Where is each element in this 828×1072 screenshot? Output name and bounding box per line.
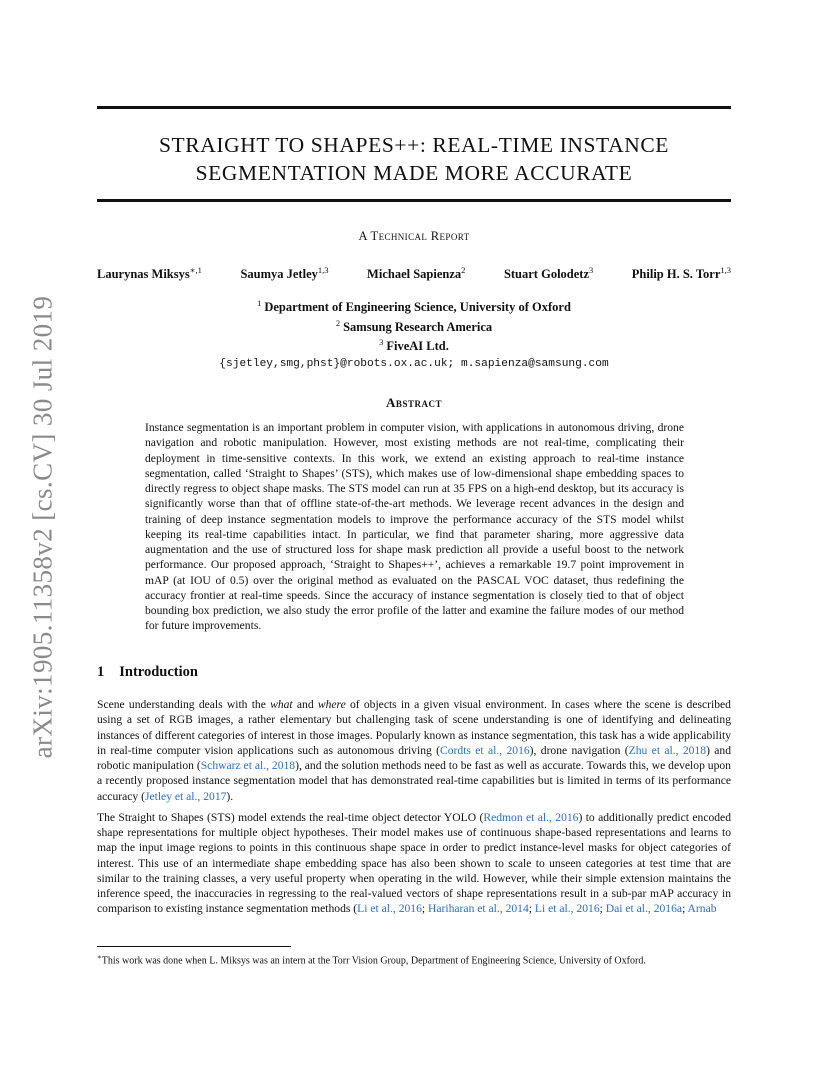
title-rule-top [97,106,731,109]
footnote-rule [97,946,291,947]
section-number: 1 [97,664,105,680]
report-type-label: A Technical Report [358,229,470,243]
author-emails: {sjetley,smg,phst}@robots.ox.ac.uk; m.sapienza@samsung.com [219,358,609,370]
author: Michael Sapienza$^2$ [367,265,466,282]
paragraph: Scene understanding deals with the what and where of objects in a given visual environment. In cases where the scene is described using a set of RGB images, a rather elementary but challenging task of scene understanding is one of identifying and delineating instances of different categories of interest in those images. Popularly known as instance segmentation, this task has a wide applicability in real-time computer vision applications such as autonomous driving (Cordts et al., 2016), drone navigation (Zhu et al., 2018) and robotic manipulation (Schwarz et al., 2018), and the solution methods need to be fast as well as accurate. Towards this, we develop upon a recently proposed instance segmentation model that has demonstrated real-time capabilities but is limited in terms of its performance accuracy (Jetley et al., 2017). [97,698,732,803]
title-rule-bottom [97,199,731,202]
abstract-text: Instance segmentation is an important problem in computer vision, with applications in autonomous driving, drone navigation and robotic manipulation. However, most existing methods are not real-time, complicating their deployment in time-sensitive contexts. In this work, we extend an existing approach to real-time instance segmentation, called ‘Straight to Shapes’ (STS), which makes use of low-dimensional shape embedding spaces to directly regress to object shape masks. The STS model can run at 35 FPS on a high-end desktop, but its accuracy is significantly worse than that of offline state-of-the-art methods. We leverage recent advances in the design and training of deep instance segmentation models to improve the performance accuracy of the STS model whilst keeping its real-time capabilities intact. In particular, we find that parameter sharing, more aggressive data augmentation and the use of structured loss for shape mask prediction all provide a useful boost to the network performance. Our proposed approach, ‘Straight to Shapes++’, achieves a remarkable 19.7 point improvement in mAP (at IOU of 0.5) over the original method as evaluated on the PASCAL VOC dataset, thus redefining the accuracy frontier at real-time speeds. Since the accuracy of instance segmentation is closely tied to that of object bounding box prediction, we also study the error profile of the latter and examine the failure modes of our method for future improvements. [145,421,684,633]
citation-link[interactable]: Zhu et al., 2018 [628,743,707,757]
citation-link[interactable]: Arnab [687,902,717,916]
title-line-1: STRAIGHT TO SHAPES++: REAL-TIME INSTANCE [159,133,669,157]
section-title: Introduction [119,664,198,680]
citation-link[interactable]: Schwarz et al., 2018 [200,759,296,772]
paragraph: The Straight to Shapes (STS) model extends the real-time object detector YOLO (Redmon et al., 2016) to additionally predict encoded shape representations for multiple object hypotheses. Their model makes use of continuous shape-based representations and learns to map the input image regions to points in this continuous shape space in order to predict instance-level masks for object categories of interest. This use of an intermediate shape embedding space has also been shown to scale to unseen categories at test time that are similar to the training classes, a very useful property when operating in the wild. However, while their simple extension maintains the inference speed, the inaccuracies in regressing to the real-valued vectors of shape representations result in a sub-par mAP accuracy in comparison to existing instance segmentation methods (Li et al., 2016; Hariharan et al., 2014; Li et al., 2016; Dai et al., 2016a; Arnab [97,810,731,916]
paper-title [97,131,731,187]
author-list [97,265,731,282]
abstract-heading: Abstract [386,395,442,410]
footnote: ∗This work was done when L. Miksys was an intern at the Torr Vision Group, Department of Engineering Science, University of Oxford. [97,953,646,967]
citation-link[interactable]: Redmon et al., 2016 [483,810,579,824]
citation-link[interactable]: Dai et al., 2016a [605,902,683,916]
citation-link[interactable]: Li et al., 2016 [534,902,600,916]
author: Laurynas Miksys$^{∗,1}$ [97,265,202,282]
citation-link[interactable]: Hariharan et al., 2014 [428,902,529,916]
citation-link[interactable]: Li et al., 2016 [357,902,422,916]
section-heading [97,664,198,681]
affiliations [97,296,731,355]
affiliation: $^1$ Department of Engineering Science, University of Oxford [257,298,571,315]
author: Saumya Jetley$^{1,3}$ [240,265,329,282]
report-type [97,229,731,244]
body-text [97,697,731,923]
arxiv-id: arXiv:1905.11358v2 [cs.CV] 30 Jul 2019 [27,295,58,759]
author: Philip H. S. Torr$^{1,3}$ [631,265,731,282]
citation-link[interactable]: Cordts et al., 2016 [440,743,530,757]
title-line-2: SEGMENTATION MADE MORE ACCURATE [195,161,633,185]
author: Stuart Golodetz$^3$ [503,265,594,282]
affiliation: $^3$ FiveAI Ltd. [379,337,449,354]
affiliation: $^2$ Samsung Research America [335,317,493,334]
citation-link[interactable]: Jetley et al., 2017 [144,789,227,803]
